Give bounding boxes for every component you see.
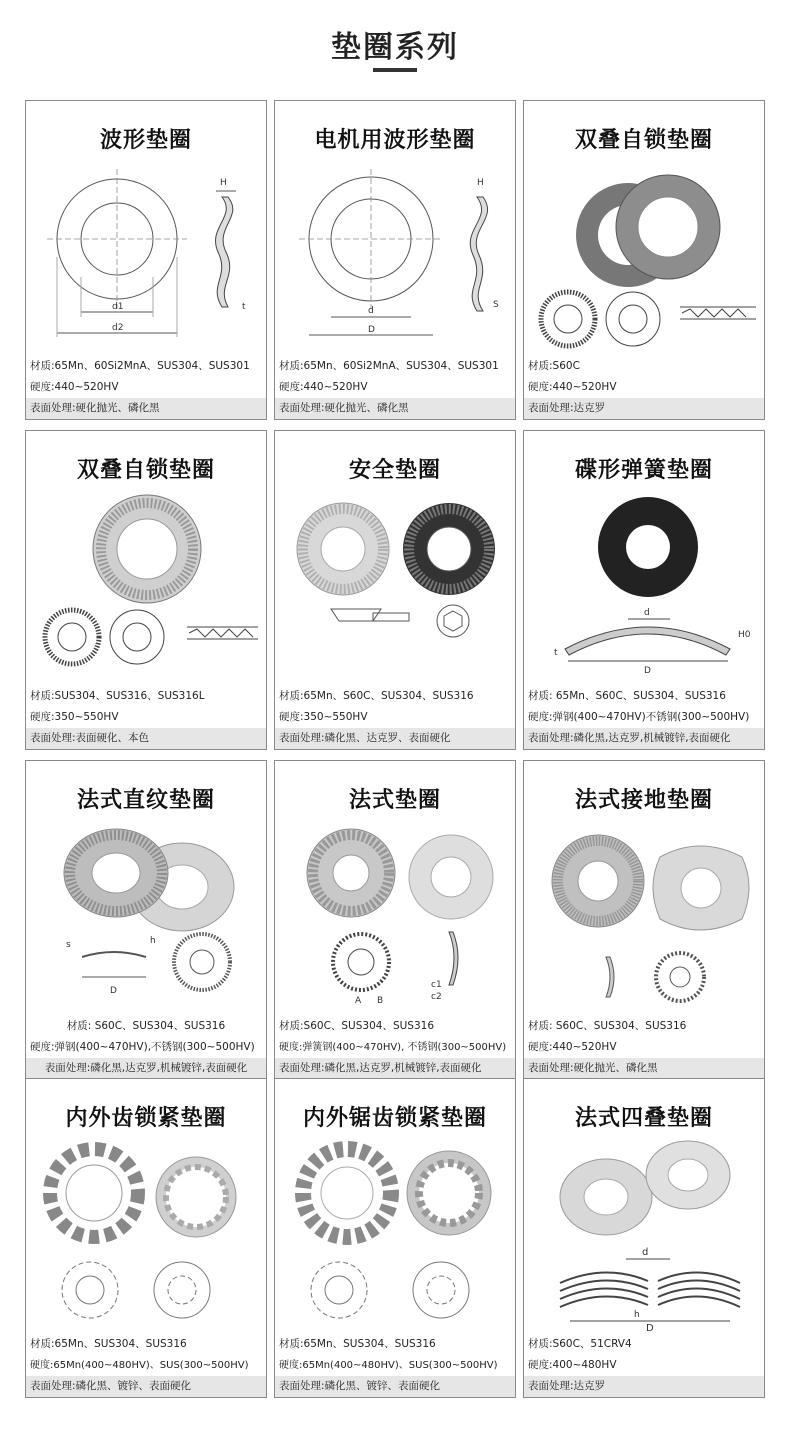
- safety-washer-photo: [281, 487, 511, 685]
- spec-surface: 表面处理:硬化抛光、磷化黑: [26, 398, 266, 419]
- spec-surface: 表面处理:磷化黑,达克罗,机械镀锌,表面硬化: [524, 728, 764, 749]
- product-card-safety-washer: [274, 430, 516, 750]
- spec-hardness: 硬度:65Mn(400~480HV)、SUS(300~500HV): [30, 1360, 249, 1371]
- dim-label-d: d: [644, 608, 650, 618]
- dim-label-a: A: [355, 996, 362, 1006]
- spec-material: 材质: 65Mn、S60C、SUS304、SUS316: [528, 690, 726, 702]
- dim-label-d2: d2: [112, 323, 124, 333]
- spec-hardness: 硬度:350~550HV: [279, 711, 368, 723]
- french-washer-photo: [281, 817, 511, 1015]
- product-card-french-straight-washer: [25, 760, 267, 1080]
- spec-hardness: 硬度:弹钢(400~470HV),不锈钢(300~500HV): [30, 1041, 255, 1053]
- product-card-french-grounding-washer: [523, 760, 765, 1080]
- card-title: 法式垫圈: [348, 788, 441, 813]
- dim-label-h0: H0: [738, 630, 751, 640]
- spec-surface: 表面处理:达克罗: [524, 398, 764, 419]
- spec-surface: 表面处理:硬化抛光、磷化黑: [275, 398, 515, 419]
- card-title: 双叠自锁垫圈: [76, 458, 215, 483]
- spec-hardness: 硬度:440~520HV: [528, 381, 617, 393]
- spec-material: 材质:S60C、SUS304、SUS316: [279, 1020, 435, 1032]
- dim-label-d: d: [642, 1247, 649, 1258]
- product-card-serrated-lock-washer: [274, 1078, 516, 1398]
- dim-label-c1: c1: [431, 980, 442, 990]
- french-straight-washer-photo: [32, 817, 262, 1015]
- dim-label-s: s: [66, 940, 71, 950]
- card-title: 法式直纹垫圈: [76, 788, 215, 813]
- tooth-lock-washer-photo: [32, 1135, 262, 1333]
- spec-material: 材质:S60C、51CRV4: [528, 1338, 632, 1350]
- motor-wave-washer-drawing: [281, 157, 511, 355]
- dim-label-s: S: [493, 300, 499, 310]
- spec-material: 材质:SUS304、SUS316、SUS316L: [30, 690, 205, 702]
- double-lock-washer-ss-photo: [32, 487, 262, 685]
- spec-surface: 表面处理:磷化黑,达克罗,机械镀锌,表面硬化: [26, 1058, 266, 1079]
- double-lock-washer-photo: [530, 157, 760, 355]
- spec-material: 材质:65Mn、S60C、SUS304、SUS316: [279, 690, 474, 702]
- spec-material: 材质:S60C: [528, 360, 580, 372]
- spec-surface: 表面处理:磷化黑、达克罗、表面硬化: [275, 728, 515, 749]
- dim-label-d-outer: D: [646, 1323, 654, 1333]
- spec-hardness: 硬度:440~520HV: [30, 381, 119, 393]
- spec-surface: 表面处理:磷化黑、镀锌、表面硬化: [275, 1376, 515, 1397]
- spec-hardness: 硬度:65Mn(400~480HV)、SUS(300~500HV): [279, 1360, 498, 1371]
- title-underline: [373, 68, 417, 72]
- spec-material: 材质:65Mn、60Si2MnA、SUS304、SUS301: [30, 360, 250, 372]
- card-title: 波形垫圈: [99, 128, 192, 153]
- product-card-french-quad-washer: [523, 1078, 765, 1398]
- dim-label-c2: c2: [431, 992, 442, 1002]
- card-title: 安全垫圈: [348, 458, 441, 483]
- card-title: 法式接地垫圈: [574, 788, 713, 813]
- card-title: 内外齿锁紧垫圈: [65, 1106, 227, 1131]
- spec-hardness: 硬度:440~520HV: [279, 381, 368, 393]
- product-card-wave-washer: [25, 100, 267, 420]
- product-card-double-lock-washer-b: [25, 430, 267, 750]
- card-title: 内外锯齿锁紧垫圈: [302, 1106, 487, 1131]
- card-title: 法式四叠垫圈: [574, 1106, 713, 1131]
- dim-label-t: t: [554, 648, 558, 658]
- product-card-disc-spring-washer: [523, 430, 765, 750]
- disc-spring-washer-drawing: [530, 487, 760, 685]
- spec-material: 材质: S60C、SUS304、SUS316: [66, 1020, 226, 1032]
- spec-surface: 表面处理:硬化抛光、磷化黑: [524, 1058, 764, 1079]
- page-title: 垫圈系列: [331, 30, 459, 65]
- spec-surface: 表面处理:磷化黑、镀锌、表面硬化: [26, 1376, 266, 1397]
- spec-hardness: 硬度:350~550HV: [30, 711, 119, 723]
- dim-label-d-outer: D: [368, 325, 375, 335]
- french-quad-washer-drawing: [530, 1135, 760, 1333]
- dim-label-h: h: [634, 1310, 640, 1320]
- card-title: 碟形弹簧垫圈: [574, 458, 713, 483]
- spec-surface: 表面处理:达克罗: [524, 1376, 764, 1397]
- dim-label-d: D: [110, 986, 117, 996]
- spec-surface: 表面处理:磷化黑,达克罗,机械镀锌,表面硬化: [275, 1058, 515, 1079]
- dim-label-d-outer: D: [644, 666, 651, 676]
- spec-hardness: 硬度:440~520HV: [528, 1041, 617, 1053]
- dim-label-d: d: [368, 306, 374, 316]
- spec-hardness: 硬度:弹钢(400~470HV)不锈钢(300~500HV): [528, 711, 750, 723]
- product-card-double-lock-washer-a: [523, 100, 765, 420]
- spec-material: 材质:65Mn、SUS304、SUS316: [30, 1338, 187, 1350]
- spec-material: 材质:65Mn、SUS304、SUS316: [279, 1338, 436, 1350]
- dim-label-b: B: [377, 996, 384, 1006]
- dim-label-t: t: [242, 302, 246, 312]
- product-card-internal-external-tooth-lock-washer: [25, 1078, 267, 1398]
- dim-label-h: H: [477, 178, 484, 188]
- serrated-lock-washer-photo: [281, 1135, 511, 1333]
- spec-hardness: 硬度:400~480HV: [528, 1359, 617, 1371]
- dim-label-h: h: [150, 936, 156, 946]
- product-card-motor-wave-washer: [274, 100, 516, 420]
- spec-material: 材质:65Mn、60Si2MnA、SUS304、SUS301: [279, 360, 499, 372]
- card-title: 电机用波形垫圈: [314, 128, 476, 153]
- french-grounding-washer-photo: [530, 817, 760, 1015]
- spec-hardness: 硬度:弹簧钢(400~470HV), 不锈钢(300~500HV): [279, 1042, 507, 1053]
- dim-label-h: H: [220, 178, 227, 188]
- card-title: 双叠自锁垫圈: [574, 128, 713, 153]
- product-card-french-washer: [274, 760, 516, 1080]
- spec-material: 材质: S60C、SUS304、SUS316: [528, 1020, 687, 1032]
- dim-label-d1: d1: [112, 302, 124, 312]
- wave-washer-drawing: [32, 157, 262, 355]
- spec-surface: 表面处理:表面硬化、本色: [26, 728, 266, 749]
